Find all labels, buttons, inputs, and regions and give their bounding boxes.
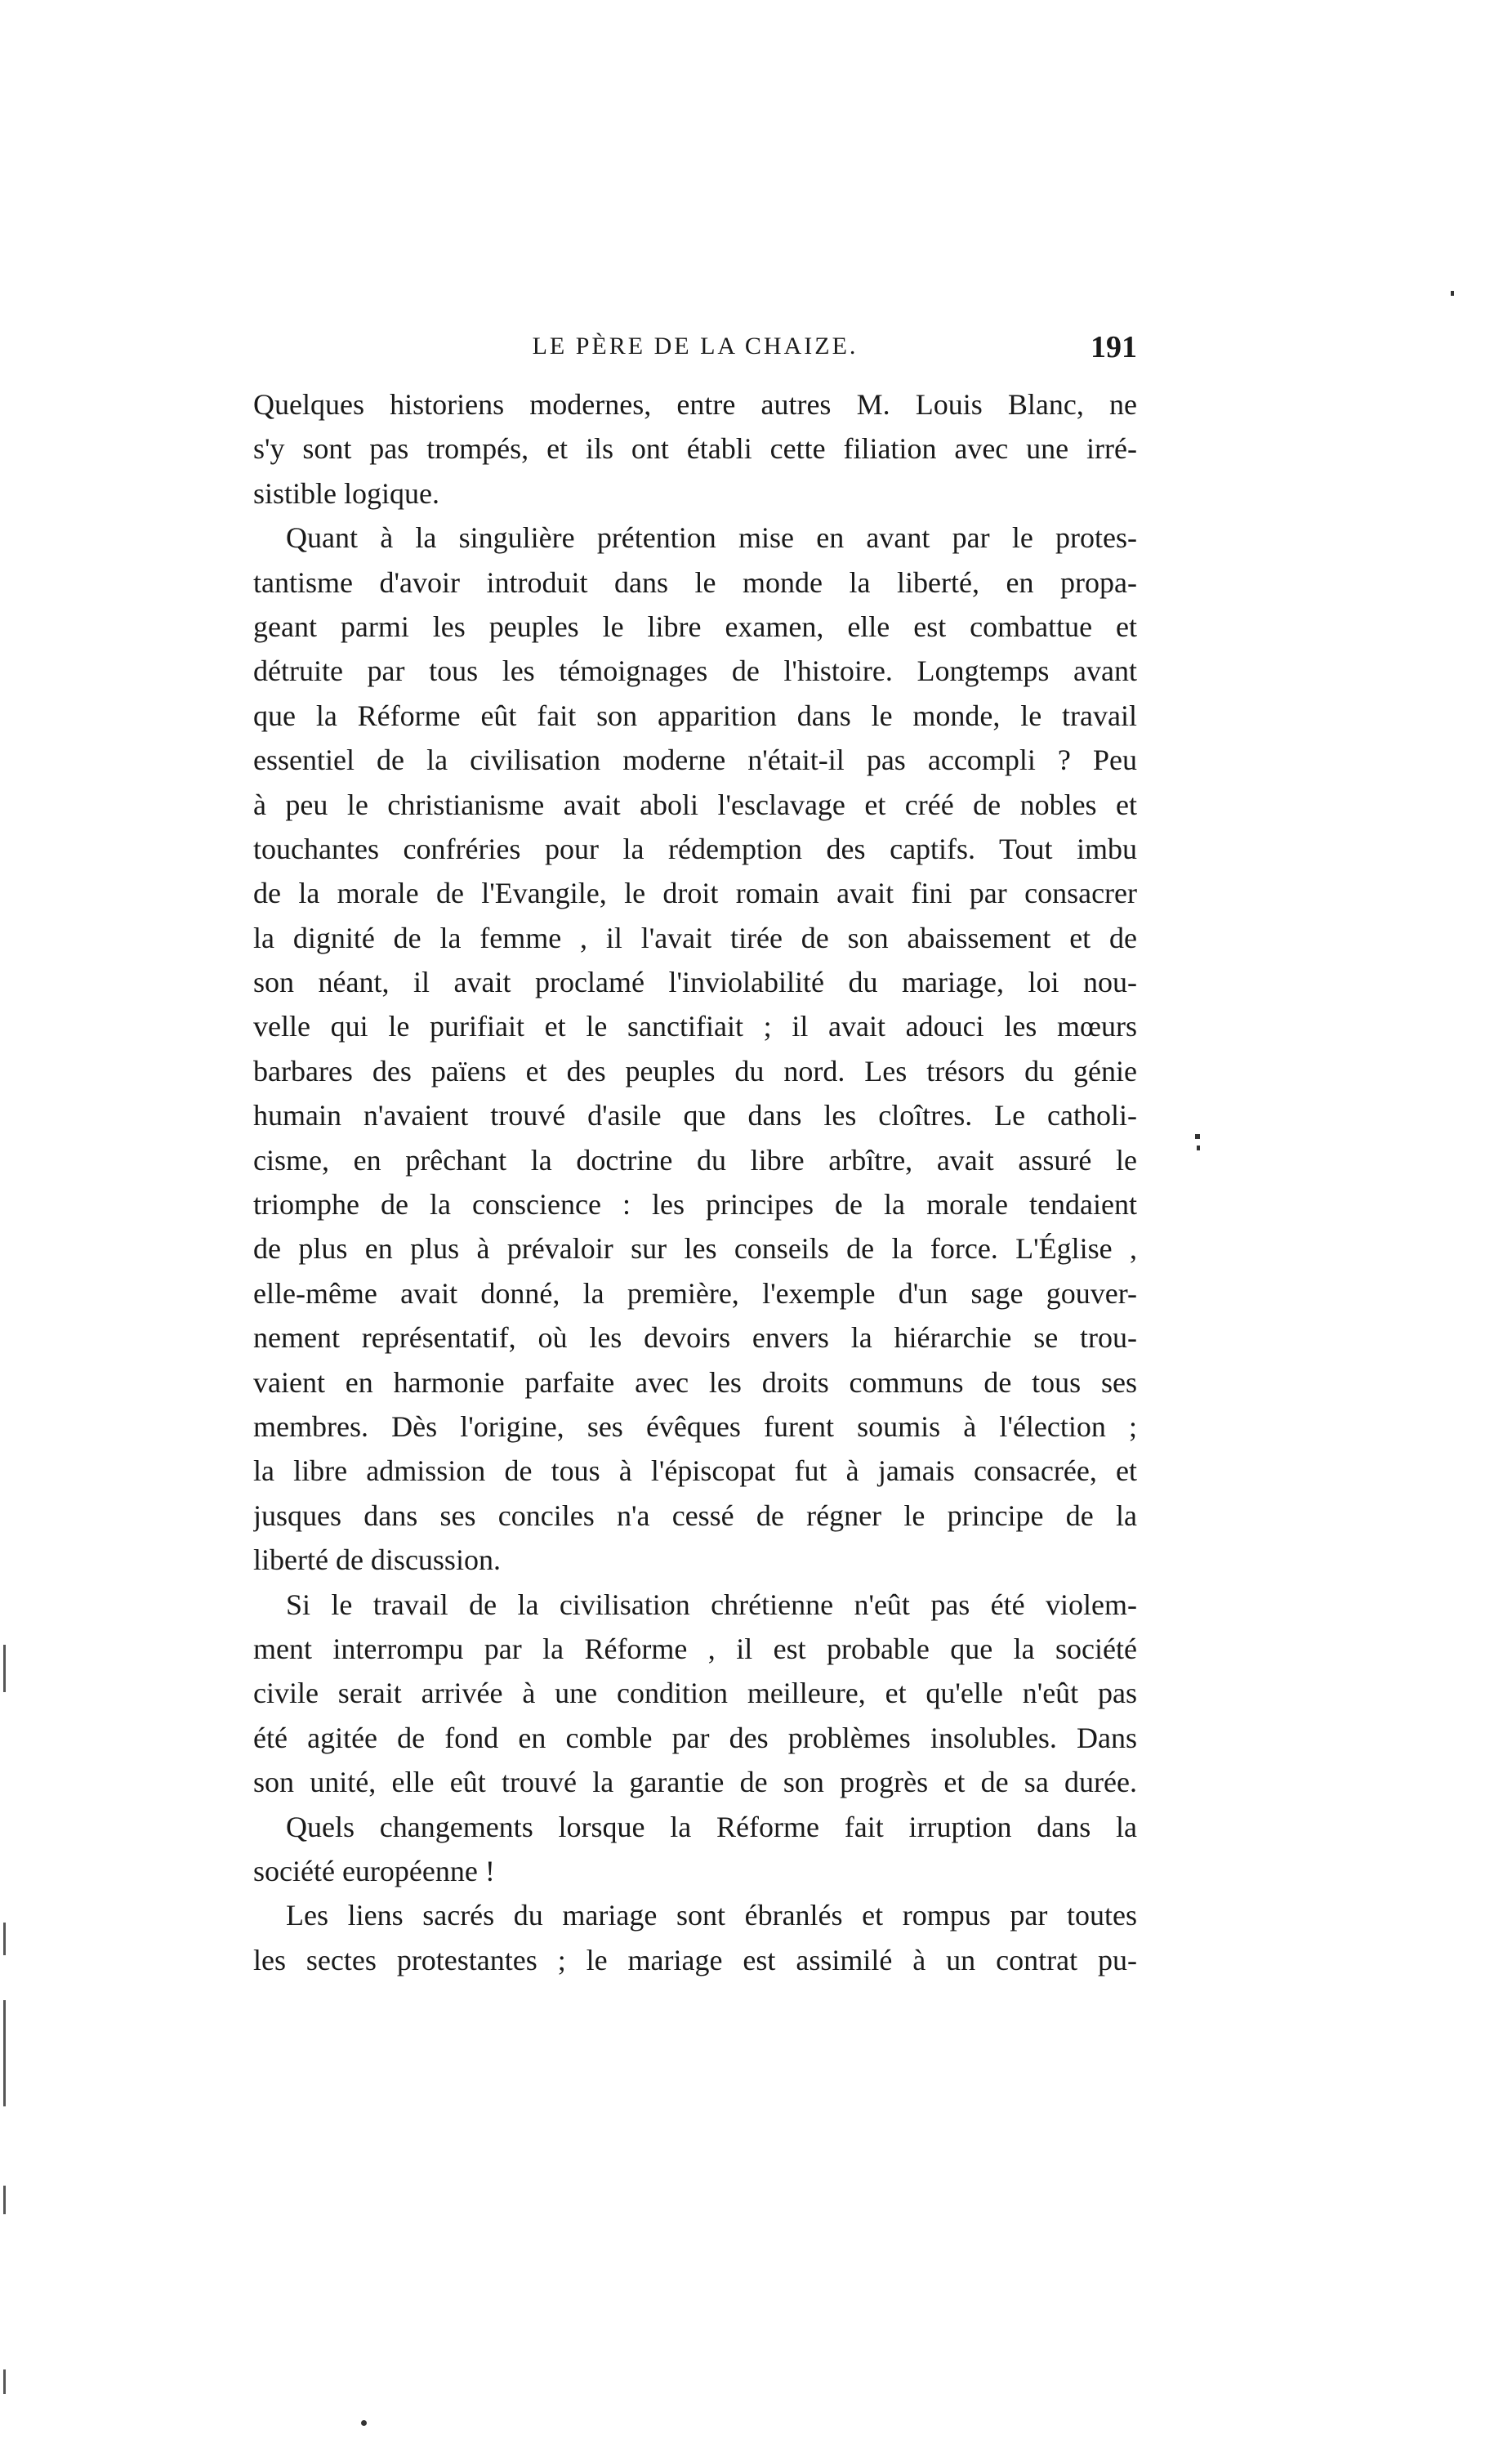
text-line: les sectes protestantes ; le mariage est assimilé à un contrat pu- bbox=[253, 1943, 1137, 1976]
text-line: que la Réforme eût fait son apparition dans le monde, le travail bbox=[253, 699, 1137, 732]
scan-speck bbox=[1197, 1146, 1200, 1150]
text-line: geant parmi les peuples le libre examen, elle est combattue et bbox=[253, 610, 1137, 643]
text-line: vaient en harmonie parfaite avec les droits communs de tous ses bbox=[253, 1365, 1137, 1399]
text-line: de plus en plus à prévaloir sur les conseils de la force. L'Église , bbox=[253, 1232, 1137, 1266]
text-line: civile serait arrivée à une condition meilleure, et qu'elle n'eût pas bbox=[253, 1677, 1137, 1710]
text-line: nement représentatif, où les devoirs envers la hiérarchie se trou- bbox=[253, 1321, 1137, 1355]
text-line: sistible logique. bbox=[253, 476, 439, 510]
text-line: liberté de discussion. bbox=[253, 1543, 501, 1577]
text-line: Si le travail de la civilisation chrétienne n'eût pas été violem- bbox=[286, 1588, 1137, 1621]
text-line: Quant à la singulière prétention mise en avant par le protes- bbox=[286, 521, 1137, 555]
margin-scan-line bbox=[3, 1923, 6, 1955]
scan-speck bbox=[361, 2420, 367, 2426]
text-line: triomphe de la conscience : les principes de la morale tendaient bbox=[253, 1188, 1137, 1222]
text-line: barbares des païens et des peuples du nord. Les trésors du génie bbox=[253, 1054, 1137, 1088]
text-line: détruite par tous les témoignages de l'histoire. Longtemps avant bbox=[253, 654, 1137, 688]
margin-scan-line bbox=[3, 2000, 6, 2106]
page-header bbox=[253, 329, 1137, 370]
text-line: touchantes confréries pour la rédemption des captifs. Tout imbu bbox=[253, 832, 1137, 865]
text-line: velle qui le purifiait et le sanctifiait ; il avait adouci les mœurs bbox=[253, 1010, 1137, 1043]
text-line: la libre admission de tous à l'épiscopat fut à jamais consacrée, et bbox=[253, 1454, 1137, 1488]
text-line: s'y sont pas trompés, et ils ont établi cette filiation avec une irré- bbox=[253, 432, 1137, 466]
text-line: cisme, en prêchant la doctrine du libre arbître, avait assuré le bbox=[253, 1143, 1137, 1177]
scan-speck bbox=[1451, 291, 1454, 296]
page-number: 191 bbox=[1091, 330, 1137, 364]
text-line: elle-même avait donné, la première, l'exemple d'un sage gouver- bbox=[253, 1276, 1137, 1310]
text-line: tantisme d'avoir introduit dans le monde la liberté, en propa- bbox=[253, 565, 1137, 599]
text-line: à peu le christianisme avait aboli l'esclavage et créé de nobles et bbox=[253, 788, 1137, 821]
body-text bbox=[253, 382, 1137, 1982]
text-line: humain n'avaient trouvé d'asile que dans les cloîtres. Le catholi- bbox=[253, 1099, 1137, 1132]
text-line: jusques dans ses conciles n'a cessé de régner le principe de la bbox=[253, 1498, 1137, 1532]
text-line: société européenne ! bbox=[253, 1854, 495, 1887]
running-title: LE PÈRE DE LA CHAIZE. bbox=[532, 333, 859, 360]
margin-scan-line bbox=[3, 1645, 6, 1692]
text-line: ment interrompu par la Réforme , il est probable que la société bbox=[253, 1632, 1137, 1665]
margin-scan-line bbox=[3, 2369, 6, 2394]
text-line: membres. Dès l'origine, ses évêques furent soumis à l'élection ; bbox=[253, 1409, 1137, 1443]
text-line: essentiel de la civilisation moderne n'était-il pas accompli ? Peu bbox=[253, 744, 1137, 777]
text-line: son néant, il avait proclamé l'inviolabilité du mariage, loi nou- bbox=[253, 966, 1137, 999]
text-line: de la morale de l'Evangile, le droit romain avait fini par consacrer bbox=[253, 877, 1137, 910]
margin-scan-line bbox=[3, 2186, 6, 2214]
text-line: la dignité de la femme , il l'avait tirée de son abaissement et de bbox=[253, 921, 1137, 954]
text-line: Les liens sacrés du mariage sont ébranlés et rompus par toutes bbox=[286, 1899, 1137, 1932]
scan-speck bbox=[1195, 1134, 1200, 1139]
text-line: été agitée de fond en comble par des problèmes insolubles. Dans bbox=[253, 1721, 1137, 1754]
text-line: Quelques historiens modernes, entre autres M. Louis Blanc, ne bbox=[253, 388, 1137, 421]
text-line: Quels changements lorsque la Réforme fait irruption dans la bbox=[286, 1810, 1137, 1843]
text-line: son unité, elle eût trouvé la garantie de son progrès et de sa durée. bbox=[253, 1766, 1137, 1799]
